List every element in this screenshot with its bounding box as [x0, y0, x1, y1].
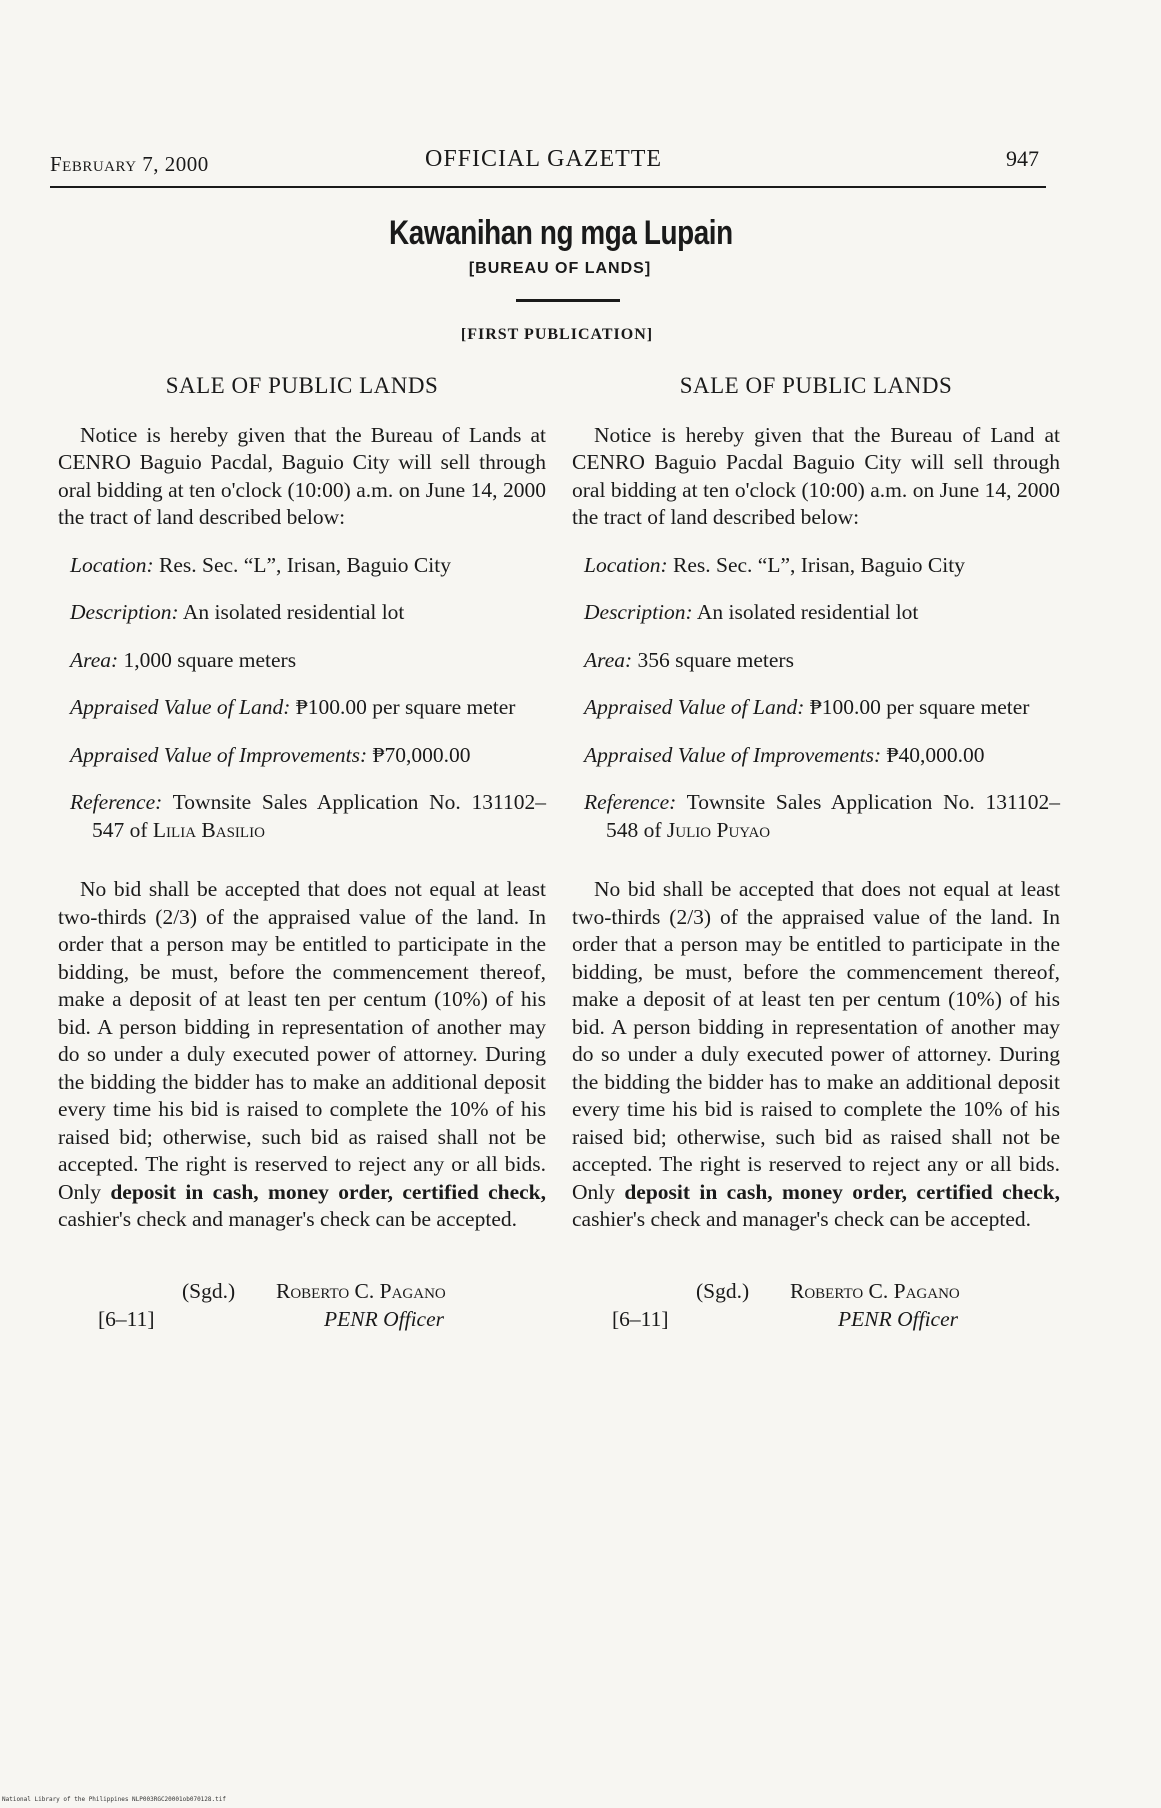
area-entry [584, 647, 1060, 675]
description-entry [584, 599, 1060, 627]
applicant-name: Julio Puyao [666, 817, 771, 842]
issue-date: February 7, 2000 [50, 152, 209, 176]
conditions-bold: deposit in cash, money order, certified check, [110, 1179, 546, 1204]
notice-intro: Notice is hereby given that the Bureau of Land at CENRO Baguio Pacdal Baguio City will sell through oral bidding at ten o'clock (10:00) a.m. on June 14, 2000 the tract of land described below: [572, 422, 1060, 529]
reference-label: Reference: [584, 790, 677, 814]
description-label: Description: [70, 600, 179, 624]
reference-value: Townsite Sales Application No. 131102–548 of [606, 790, 1060, 842]
reference-code: [6–11] [98, 1306, 155, 1331]
land-value-label: Appraised Value of Land: [70, 695, 291, 719]
bidding-conditions [572, 876, 1060, 1234]
land-value-value: ₱100.00 per square meter [809, 695, 1030, 719]
signatory-name: Roberto C. Pagano [276, 1278, 446, 1303]
location-label: Location: [584, 552, 668, 577]
bidding-conditions [58, 876, 546, 1234]
conditions-text: No bid shall be accepted that does not equal at least two-thirds (2/3) of the appraised value of the land. In order that a person may be entitled to participate in the bidding, be must, before the commencement thereof, make a deposit of at least ten per centum (10%) of his bid. A person bidding in representation of another may do so under a duly executed power of attorney. During the bidding the bidder has to make an additional deposit every time his bid is raised to complete the 10% of his raised bid; otherwise, such bid as raised shall not be accepted. The right is reserved to reject any or all bids. Only [572, 877, 1060, 1204]
signed-mark: (Sgd.) [696, 1278, 750, 1303]
description-label: Description: [584, 600, 693, 624]
notice-column-left [58, 372, 546, 1338]
agency-name: Kawanihan ng mga Lupain [389, 214, 733, 252]
improvements-value: ₱40,000.00 [886, 742, 985, 767]
description-value: An isolated residential lot [182, 600, 405, 624]
applicant-name: Lilia Basilio [152, 817, 265, 842]
improvements-entry [584, 742, 1060, 770]
conditions-bold: deposit in cash, money order, certified check, [624, 1179, 1060, 1204]
scan-source-line: National Library of the Philippines NLP003RGC20001ob070128.tif [2, 1796, 226, 1803]
reference-label: Reference: [70, 790, 163, 814]
signatory-title: PENR Officer [324, 1306, 445, 1331]
signature-block [572, 1278, 1060, 1338]
reference-entry [584, 789, 1060, 844]
description-value: An isolated residential lot [696, 600, 919, 624]
improvements-value: ₱70,000.00 [372, 742, 471, 767]
notice-title: SALE OF PUBLIC LANDS [165, 373, 439, 398]
notice-column-right [572, 372, 1060, 1338]
location-value: Res. Sec. “L”, Irisan, Baguio City [672, 552, 965, 577]
notice-title: SALE OF PUBLIC LANDS [679, 373, 953, 398]
conditions-tail: cashier's check and manager's check can be accepted. [572, 1207, 1031, 1231]
location-label: Location: [70, 552, 154, 577]
area-label: Area: [70, 647, 119, 672]
improvements-entry [70, 742, 546, 770]
reference-value: Townsite Sales Application No. 131102–547 of [92, 790, 546, 842]
area-entry [70, 647, 546, 675]
publication-title: OFFICIAL GAZETTE [425, 146, 663, 172]
publication-note: [FIRST PUBLICATION] [460, 326, 654, 343]
agency-divider [516, 299, 620, 302]
signature-block [58, 1278, 546, 1338]
reference-entry [70, 789, 546, 844]
location-entry [584, 552, 1060, 580]
area-value: 1,000 square meters [123, 647, 297, 672]
notice-intro: Notice is hereby given that the Bureau of Lands at CENRO Baguio Pacdal, Baguio City will sell through oral bidding at ten o'clock (10:00) a.m. on June 14, 2000 the tract of land described below: [58, 422, 546, 529]
agency-english-name: [BUREAU OF LANDS] [468, 260, 652, 277]
signed-mark: (Sgd.) [182, 1278, 236, 1303]
description-entry [70, 599, 546, 627]
page-number: 947 [1006, 146, 1039, 171]
improvements-label: Appraised Value of Improvements: [70, 742, 368, 767]
land-value-label: Appraised Value of Land: [584, 695, 805, 719]
land-value-value: ₱100.00 per square meter [295, 695, 516, 719]
area-value: 356 square meters [637, 647, 794, 672]
conditions-text: No bid shall be accepted that does not equal at least two-thirds (2/3) of the appraised value of the land. In order that a person may be entitled to participate in the bidding, be must, before the commencement thereof, make a deposit of at least ten per centum (10%) of his bid. A person bidding in representation of another may do so under a duly executed power of attorney. During the bidding the bidder has to make an additional deposit every time his bid is raised to complete the 10% of his raised bid; otherwise, such bid as raised shall not be accepted. The right is reserved to reject any or all bids. Only [58, 877, 546, 1204]
conditions-tail: cashier's check and manager's check can be accepted. [58, 1207, 517, 1231]
area-label: Area: [584, 647, 633, 672]
land-value-entry [70, 694, 546, 722]
land-value-entry [584, 694, 1060, 722]
signatory-name: Roberto C. Pagano [790, 1278, 960, 1303]
header-rule [50, 186, 1046, 188]
signatory-title: PENR Officer [838, 1306, 959, 1331]
improvements-label: Appraised Value of Improvements: [584, 742, 882, 767]
location-value: Res. Sec. “L”, Irisan, Baguio City [158, 552, 451, 577]
reference-code: [6–11] [612, 1306, 669, 1331]
location-entry [70, 552, 546, 580]
